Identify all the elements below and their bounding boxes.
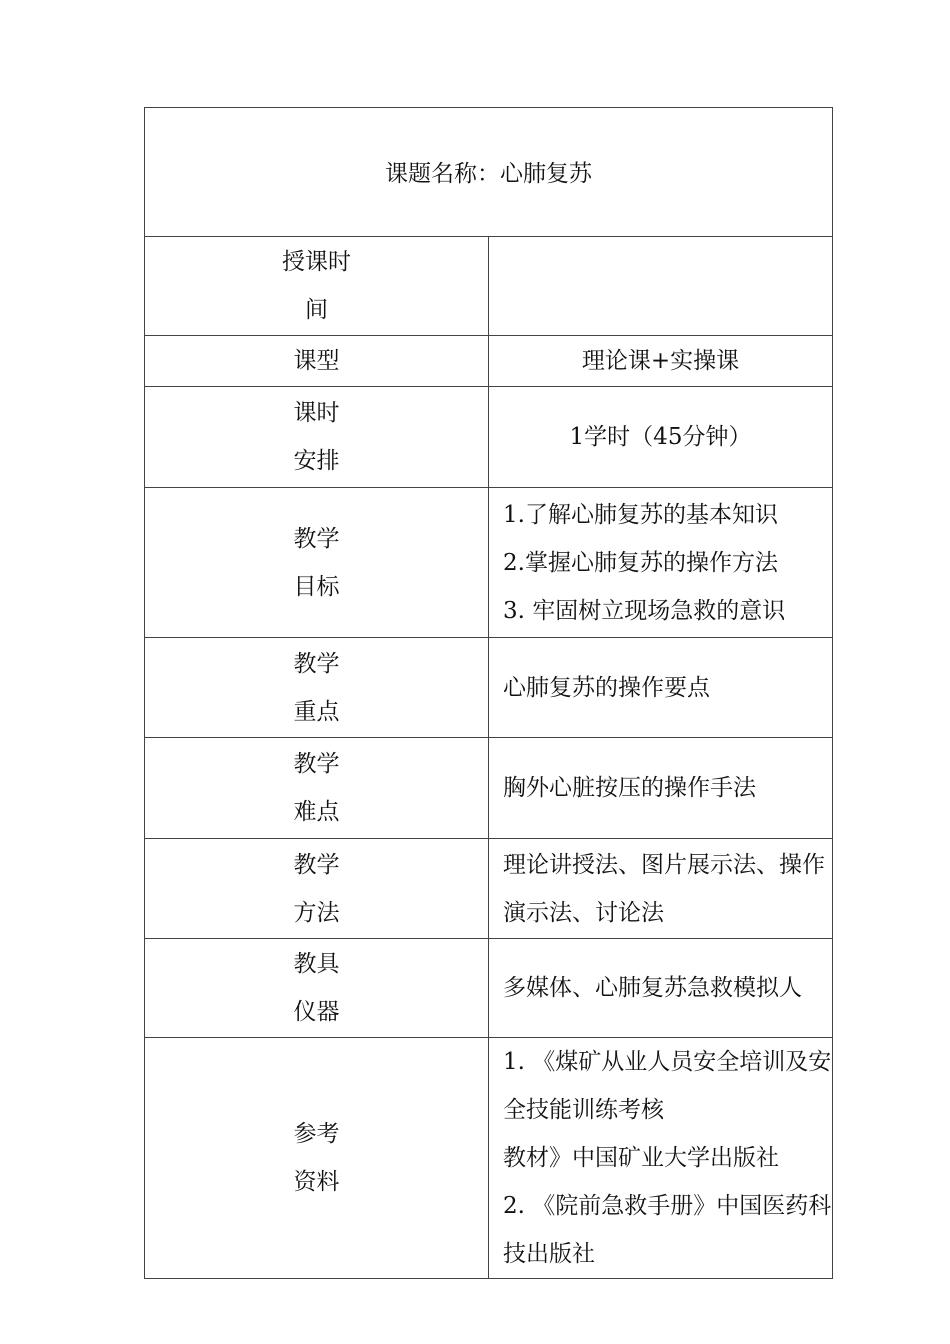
label-line: 教学 xyxy=(293,525,340,552)
value-teaching-objectives xyxy=(489,488,833,638)
label-teaching-time xyxy=(145,237,489,336)
table-row-teaching-objectives xyxy=(145,488,833,638)
title-row xyxy=(145,108,833,237)
label-class-hours xyxy=(145,387,489,488)
label-line: 参考 xyxy=(293,1121,340,1147)
reference-item: 教材》中国矿业大学出版社 xyxy=(503,1145,779,1171)
value-line: 多媒体、心肺复苏急救模拟人 xyxy=(503,975,802,1001)
value-references xyxy=(489,1038,833,1279)
objective-item: 2.掌握心肺复苏的操作方法 xyxy=(503,549,778,576)
label-teaching-methods xyxy=(145,839,489,939)
label-course-type xyxy=(145,336,489,387)
value-difficult-points xyxy=(489,738,833,839)
label-line: 重点 xyxy=(293,698,340,725)
value-class-hours xyxy=(489,387,833,488)
label-line: 教学 xyxy=(293,851,340,878)
reference-item: 2. 《院前急救手册》中国医药科技出版社 xyxy=(503,1193,832,1267)
label-line: 课型 xyxy=(293,348,340,374)
objective-item: 3. 牢固树立现场急救的意识 xyxy=(503,597,786,624)
label-difficult-points xyxy=(145,738,489,839)
label-line: 资料 xyxy=(293,1169,340,1195)
value-teaching-time xyxy=(489,237,833,336)
label-references xyxy=(145,1038,489,1279)
table-row-difficult-points xyxy=(145,738,833,839)
table-row-teaching-methods xyxy=(145,839,833,939)
value-line: 理论讲授法、图片展示法、操作演示法、讨论法 xyxy=(503,851,825,926)
table-row-course-type xyxy=(145,336,833,387)
label-line: 教具 xyxy=(293,951,340,977)
lesson-plan-table xyxy=(144,107,833,1279)
value-teaching-methods xyxy=(489,839,833,939)
label-line: 目标 xyxy=(293,573,340,600)
label-key-points xyxy=(145,638,489,738)
objective-item: 1.了解心肺复苏的基本知识 xyxy=(503,501,778,528)
value-key-points xyxy=(489,638,833,738)
label-teaching-aids xyxy=(145,939,489,1038)
table-row-references xyxy=(145,1038,833,1279)
value-line: 理论课+实操课 xyxy=(581,348,740,374)
table-row-key-points xyxy=(145,638,833,738)
reference-item: 1. 《煤矿从业人员安全培训及安全技能训练考核 xyxy=(503,1049,832,1123)
label-line: 间 xyxy=(305,297,328,323)
value-course-type xyxy=(489,336,833,387)
label-line: 教学 xyxy=(293,650,340,677)
label-line: 难点 xyxy=(293,799,340,825)
label-line: 方法 xyxy=(293,899,340,926)
value-line: 胸外心脏按压的操作手法 xyxy=(503,775,756,801)
label-teaching-objectives xyxy=(145,488,489,638)
table-row-teaching-aids xyxy=(145,939,833,1038)
table-row-class-hours xyxy=(145,387,833,488)
label-line: 授课时 xyxy=(282,249,351,275)
value-line: 1学时（45分钟） xyxy=(569,424,752,450)
label-line: 仪器 xyxy=(293,999,340,1025)
label-line: 教学 xyxy=(293,751,340,777)
lesson-title: 课题名称：心肺复苏 xyxy=(145,108,833,237)
value-teaching-aids xyxy=(489,939,833,1038)
value-line: 心肺复苏的操作要点 xyxy=(503,674,710,701)
label-line: 课时 xyxy=(293,400,340,426)
label-line: 安排 xyxy=(293,448,340,474)
table-row-teaching-time xyxy=(145,237,833,336)
